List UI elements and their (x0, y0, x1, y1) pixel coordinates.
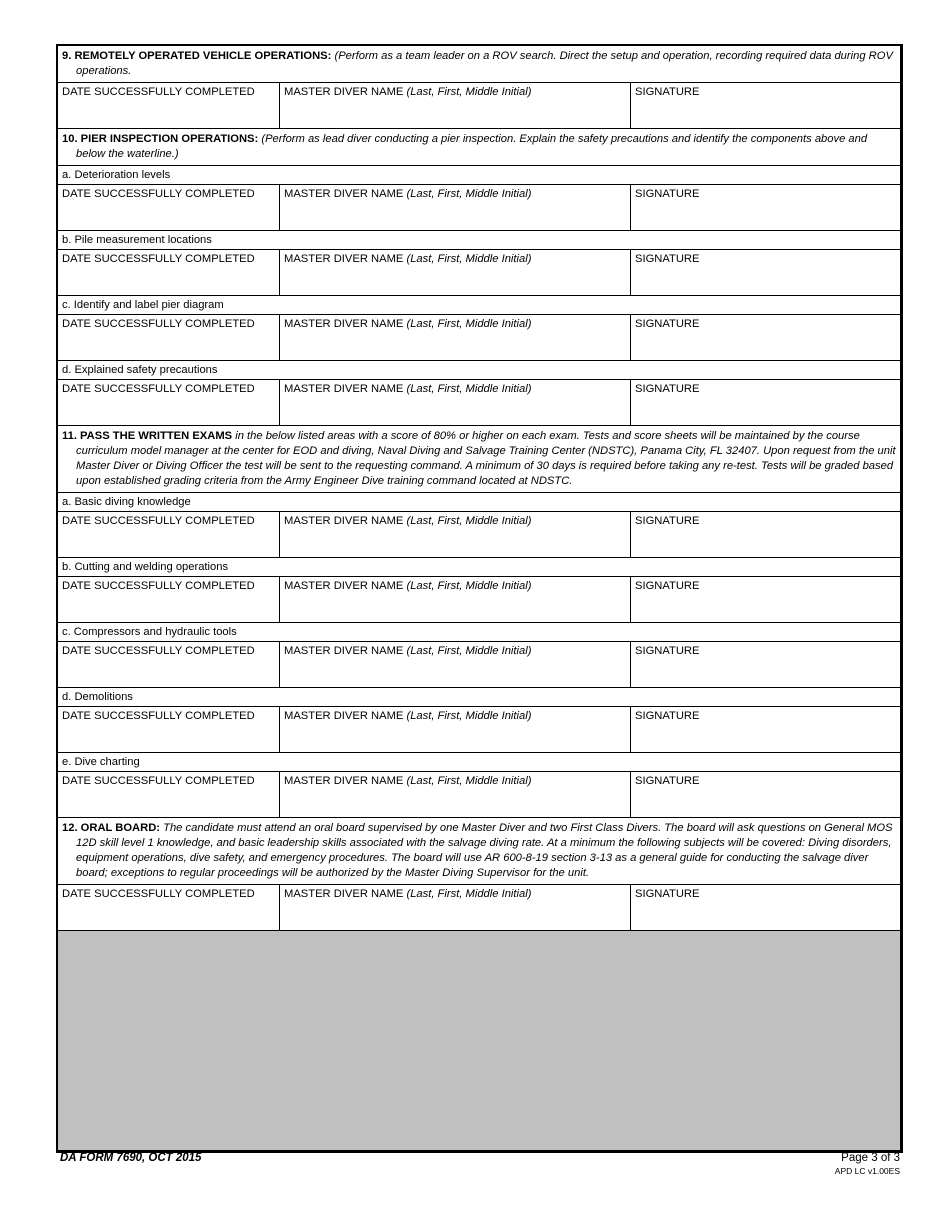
master-label: MASTER DIVER NAME (284, 86, 404, 98)
master-diver-name-field[interactable] (280, 512, 631, 557)
section-10-title: 10. PIER INSPECTION OPERATIONS: (62, 133, 259, 145)
section-11-title: 11. PASS THE WRITTEN EXAMS (62, 430, 233, 442)
master-label-suffix: (Last, First, Middle Initial) (406, 253, 532, 265)
master-diver-name-field[interactable] (280, 642, 631, 687)
master-diver-name-field[interactable] (280, 577, 631, 622)
date-label: DATE SUCCESSFULLY COMPLETED (62, 318, 255, 330)
signature-field[interactable] (631, 380, 900, 425)
section-9-header (58, 46, 900, 83)
date-completed-field[interactable] (58, 707, 280, 752)
master-label-suffix: (Last, First, Middle Initial) (406, 580, 532, 592)
section-10-item-c: c. Identify and label pier diagram (58, 296, 900, 315)
section-10-item-b: b. Pile measurement locations (58, 231, 900, 250)
master-diver-name-field[interactable] (280, 315, 631, 360)
date-completed-field[interactable] (58, 885, 280, 930)
master-label-suffix: (Last, First, Middle Initial) (406, 383, 532, 395)
section-11-item-c: c. Compressors and hydraulic tools (58, 623, 900, 642)
section-10-item-d: d. Explained safety precautions (58, 361, 900, 380)
date-completed-field[interactable] (58, 185, 280, 230)
date-label: DATE SUCCESSFULLY COMPLETED (62, 383, 255, 395)
section-11-item-e: e. Dive charting (58, 753, 900, 772)
signature-field[interactable] (631, 642, 900, 687)
section-10-text: (Perform as lead diver conducting a pier inspection. Explain the safety precautions and identify the components above and below the waterline.) (76, 133, 868, 160)
form-page (56, 44, 903, 1153)
signature-row (58, 577, 900, 623)
master-label: MASTER DIVER NAME (284, 645, 404, 657)
section-9-title: 9. REMOTELY OPERATED VEHICLE OPERATIONS: (62, 50, 332, 62)
signature-field[interactable] (631, 185, 900, 230)
date-completed-field[interactable] (58, 315, 280, 360)
signature-field[interactable] (631, 577, 900, 622)
master-diver-name-field[interactable] (280, 250, 631, 295)
date-label: DATE SUCCESSFULLY COMPLETED (62, 253, 255, 265)
page-info (835, 1152, 900, 1176)
section-11-text: in the below listed areas with a score of 80% or higher on each exam. Tests and score sheets will be maintained by the course curriculum model manager at the center for EOD and diving, Naval Diving and Salvage Training Center (NDSTC), Panama City, FL 32407. Upon request from the unit Master Diver or Diving Officer the test will be sent to the requesting command. A minimum of 30 days is required before taking any re-test. Tests will be graded based upon established grading criteria from the Army Engineer Dive training command located at NDSTC. (76, 430, 896, 487)
date-completed-field[interactable] (58, 250, 280, 295)
signature-row (58, 512, 900, 558)
date-completed-field[interactable] (58, 512, 280, 557)
signature-field[interactable] (631, 250, 900, 295)
signature-label: SIGNATURE (635, 86, 700, 98)
master-label: MASTER DIVER NAME (284, 580, 404, 592)
master-diver-name-field[interactable] (280, 772, 631, 817)
master-label-suffix: (Last, First, Middle Initial) (406, 710, 532, 722)
signature-field[interactable] (631, 707, 900, 752)
master-diver-name-field[interactable] (280, 885, 631, 930)
signature-row (58, 885, 900, 931)
signature-row (58, 772, 900, 818)
signature-label: SIGNATURE (635, 515, 700, 527)
master-label-suffix: (Last, First, Middle Initial) (406, 86, 532, 98)
signature-field[interactable] (631, 772, 900, 817)
date-label: DATE SUCCESSFULLY COMPLETED (62, 580, 255, 592)
signature-label: SIGNATURE (635, 383, 700, 395)
signature-label: SIGNATURE (635, 645, 700, 657)
master-diver-name-field[interactable] (280, 83, 631, 128)
date-label: DATE SUCCESSFULLY COMPLETED (62, 775, 255, 787)
date-completed-field[interactable] (58, 642, 280, 687)
signature-field[interactable] (631, 83, 900, 128)
section-11-header (58, 426, 900, 493)
section-12-text: The candidate must attend an oral board supervised by one Master Diver and two First Class Divers. The board will ask questions on General MOS 12D skill level 1 knowledge, and basic leadership skills associated with the salvage diving rate. At a minimum the following subjects will be covered: Diving disorders, equipment operations, dive safety, and emergency procedures. The board will use AR 600-8-19 section 3-13 as a general guide for conducting the salvage diver board; exceptions to regular proceedings will be authorized by the Master Diving Supervisor for the unit. (76, 822, 893, 879)
page-number: Page 3 of 3 (841, 1152, 900, 1164)
date-completed-field[interactable] (58, 577, 280, 622)
signature-row (58, 380, 900, 426)
master-label-suffix: (Last, First, Middle Initial) (406, 188, 532, 200)
signature-row (58, 250, 900, 296)
date-completed-field[interactable] (58, 83, 280, 128)
master-label: MASTER DIVER NAME (284, 253, 404, 265)
section-10-item-a: a. Deterioration levels (58, 166, 900, 185)
signature-row (58, 83, 900, 129)
master-label-suffix: (Last, First, Middle Initial) (406, 645, 532, 657)
signature-field[interactable] (631, 512, 900, 557)
date-label: DATE SUCCESSFULLY COMPLETED (62, 710, 255, 722)
date-label: DATE SUCCESSFULLY COMPLETED (62, 188, 255, 200)
signature-field[interactable] (631, 315, 900, 360)
section-11-item-d: d. Demolitions (58, 688, 900, 707)
signature-label: SIGNATURE (635, 253, 700, 265)
signature-row (58, 707, 900, 753)
master-label-suffix: (Last, First, Middle Initial) (406, 775, 532, 787)
master-label: MASTER DIVER NAME (284, 710, 404, 722)
signature-label: SIGNATURE (635, 710, 700, 722)
section-12-title: 12. ORAL BOARD: (62, 822, 161, 834)
master-diver-name-field[interactable] (280, 380, 631, 425)
date-label: DATE SUCCESSFULLY COMPLETED (62, 888, 255, 900)
date-completed-field[interactable] (58, 772, 280, 817)
signature-label: SIGNATURE (635, 318, 700, 330)
signature-row (58, 185, 900, 231)
signature-label: SIGNATURE (635, 580, 700, 592)
master-diver-name-field[interactable] (280, 185, 631, 230)
master-label-suffix: (Last, First, Middle Initial) (406, 515, 532, 527)
master-label: MASTER DIVER NAME (284, 383, 404, 395)
date-label: DATE SUCCESSFULLY COMPLETED (62, 86, 255, 98)
form-id: DA FORM 7690, OCT 2015 (60, 1152, 202, 1164)
master-label: MASTER DIVER NAME (284, 515, 404, 527)
section-11-item-a: a. Basic diving knowledge (58, 493, 900, 512)
section-12-header (58, 818, 900, 885)
section-11-item-b: b. Cutting and welding operations (58, 558, 900, 577)
section-9-text: (Perform as a team leader on a ROV search. Direct the setup and operation, recording required data during ROV operations. (76, 50, 893, 77)
master-label-suffix: (Last, First, Middle Initial) (406, 318, 532, 330)
date-label: DATE SUCCESSFULLY COMPLETED (62, 515, 255, 527)
master-label: MASTER DIVER NAME (284, 188, 404, 200)
signature-row (58, 315, 900, 361)
form-version: APD LC v1.00ES (834, 1166, 900, 1176)
master-label-suffix: (Last, First, Middle Initial) (406, 888, 532, 900)
master-label: MASTER DIVER NAME (284, 775, 404, 787)
date-completed-field[interactable] (58, 380, 280, 425)
signature-label: SIGNATURE (635, 188, 700, 200)
blank-gray-area (58, 931, 900, 1150)
date-label: DATE SUCCESSFULLY COMPLETED (62, 645, 255, 657)
signature-row (58, 642, 900, 688)
master-label: MASTER DIVER NAME (284, 888, 404, 900)
signature-label: SIGNATURE (635, 775, 700, 787)
signature-label: SIGNATURE (635, 888, 700, 900)
master-label: MASTER DIVER NAME (284, 318, 404, 330)
section-10-header (58, 129, 900, 166)
signature-field[interactable] (631, 885, 900, 930)
master-diver-name-field[interactable] (280, 707, 631, 752)
